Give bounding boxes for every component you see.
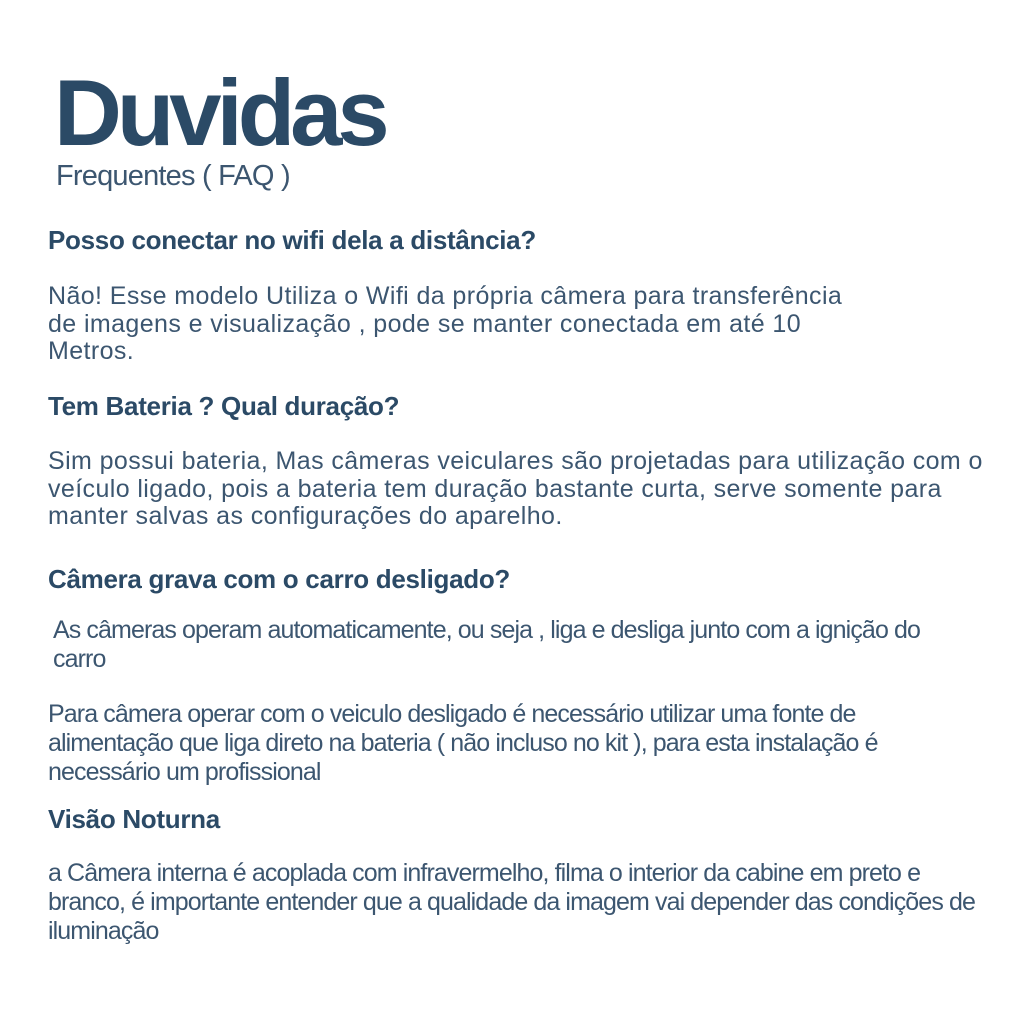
faq-answer-3-extra: Para câmera operar com o veiculo desligado é necessário utilizar uma fonte de alimentação que liga direto na bateria ( não incluso no kit ), para esta instalação é necessário um profissional (48, 700, 878, 786)
page-title: Duvidas (54, 60, 385, 165)
faq-question-2: Tem Bateria ? Qual duração? (48, 391, 400, 421)
faq-answer-2: Sim possui bateria, Mas câmeras veiculares são projetadas para utilização com o veículo ligado, pois a bateria tem duração bastante curta, serve somente para manter salvas as configurações do aparelho. (48, 447, 983, 530)
faq-question-1: Posso conectar no wifi dela a distância? (48, 225, 536, 255)
faq-question-4: Visão Noturna (48, 804, 220, 834)
faq-question-3: Câmera grava com o carro desligado? (48, 564, 511, 594)
page-subtitle: Frequentes ( FAQ ) (56, 160, 290, 192)
faq-answer-4: a Câmera interna é acoplada com infravermelho, filma o interior da cabine em preto e branco, é importante entender que a qualidade da imagem vai depender das condições de iluminação (48, 859, 975, 945)
faq-answer-3: As câmeras operam automaticamente, ou seja , liga e desliga junto com a ignição do carro (53, 616, 920, 673)
faq-answer-1: Não! Esse modelo Utiliza o Wifi da própria câmera para transferência de imagens e visualização , pode se manter conectada em até 10 Metros. (48, 282, 843, 365)
